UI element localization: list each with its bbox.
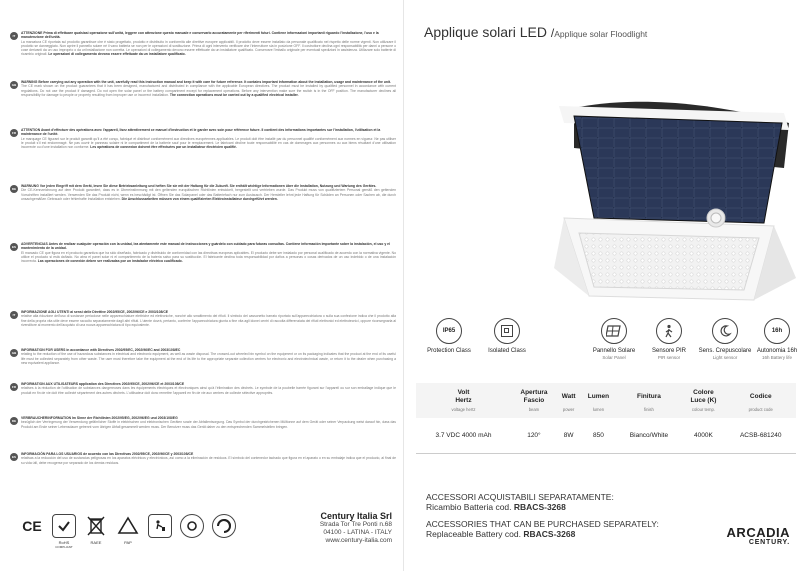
value-colour: 4000K [681,418,725,454]
rohs-label: RoHS [58,540,70,545]
col-code: Codice [749,393,772,400]
col-finish: Finitura [637,393,661,400]
value-volt: 3.7 VDC 4000 mAh [416,418,511,454]
col-lumen: Lumen [587,393,610,400]
accessories-heading: ACCESSORI ACQUISTABILI SEPARATAMENTE: [426,492,614,502]
ip65-icon: IP65 [436,318,462,344]
title-slash: / [550,26,555,40]
recycle-circle-mark [180,514,204,549]
flag-icon: FR [12,385,16,389]
warning-heading: ATTENTION Avant d'effectuer des opérations avec l'appareil, lisez attentivement ce manuel d'instruction et le garder avec soin pour référence future. Il contient des informations importantes sur l'installation, l'utilisation et la maintenance de l'unité. [21,128,381,137]
tidyman-icon [148,514,172,538]
raee-label: RAEE [90,540,102,545]
feature-light-sensor: Sens. Crepuscolare Light sensor [690,318,760,360]
warning-body: La marcatura CE riportata sul prodotto garantisce che è stato progettato, prodotto e distribuito in conformità alle direttive europee applicabili. Il prodotto deve essere installato da personale qualificato nel rispetto delle norme vigenti. Non utilizzare il prodotto se danneggiato. Non aprire il pannello solare né il vano batteria se non per le operazioni di sostituzione. Prima di ogni intervento verificare che l'interruttore sia in posizione OFF. Il costruttore declina ogni responsabilità per danni a persone o cose derivanti da un uso improprio o da un'installazione non corretta. Le operazioni di collegamento devono essere effettuate da un installatore qualificato. Conservare l'imballo originale per eventuali spedizioni in assistenza. Utilizzare solo batterie di ricambio originali. Le operazioni di collegamento devono essere effettuate da un installatore qualificato. [21,39,396,57]
recycle-arrows-icon [180,514,204,538]
warning-es [10,242,396,263]
brand-sub: CENTURY. [748,539,790,546]
value-beam: 120° [511,418,557,454]
flag-icon: FR [12,131,16,135]
feature-pir: Sensore PIR PIR sensor [634,318,704,360]
col-sub: colour temp. [691,407,715,412]
flag-icon: DE [11,187,17,191]
info-body: relating to the reduction of the use of hazardous substances in electrical and electronic equipment, as well as waste disposal. The crossed-out wheeled bin symbol on the equipment or on its packaging indicates that the product at the end of its useful life must be collected separately from other waste. The user must therefore take the equipment at the end of its life to the appropriate separate collection centres for electronic and electrotechnical waste, or return it to the dealer when purchasing a new equivalent appliance. [21,352,396,365]
flag-icon: GB [11,83,17,87]
value-code: ACSB-681240 [725,418,796,454]
spec-table [416,383,796,454]
company-address [320,511,392,545]
right-column [404,0,808,571]
ce-mark [20,514,44,549]
flag-icon: GB [11,351,17,355]
ce-icon: CE [22,518,42,534]
col-watt: Watt [561,393,576,400]
info-body: bezüglich der Verringerung der Verwendung gefährlicher Stoffe in elektrischen und elektronischen Geräten sowie der Abfallentsorgung. Das Symbol der durchgestrichenen Mülltonne auf dem Gerät oder seiner Verpackung weist darauf hin, dass das Produkt am Ende seiner Lebensdauer getrennt vom übrigen Abfall gesammelt werden muss. Der Benutzer muss das Gerät daher zu den entsprechenden Sammelstellen bringen. [21,420,396,429]
warning-heading: ADVERTENCIAS Antes de realizar cualquier operación con la unidad, lea atentamente este manual de instrucciones y guárdelo con cuidado para futuras consultas. Contiene información importante sobre la instalación, el uso y el mantenimiento de la unidad. [21,242,390,251]
accessories-heading: ACCESSORIES THAT CAN BE PURCHASED SEPARATELY: [426,519,659,529]
col-beam: Apertura Fascio [520,389,548,404]
pap-mark [116,514,140,549]
warning-gb [10,80,396,97]
rohs-mark [52,514,76,549]
info-body: relatives à la réduction de l'utilisation de substances dangereuses dans les équipements électriques et électroniques ainsi qu'à l'élimination des déchets. Le symbole de la poubelle barrée figurant sur l'appareil ou sur son emballage indique que le produit en fin de vie doit être collecté séparément des autres déchets. L'utilisateur doit donc remettre l'appareil en fin de vie aux centres de collecte sélective appropriés. [21,386,396,395]
info-body: relativas a la reducción del uso de sustancias peligrosas en los aparatos eléctricos y electrónicos, así como a la eliminación de residuos. El símbolo del contenedor tachado que figura en el aparato o en su embalaje indica que el producto, al final de su vida útil, debe recogerse por separado de los demás residuos. [21,456,396,465]
product-image [534,68,804,318]
green-dot-icon [212,514,236,538]
flag-icon: DE [11,419,17,423]
motion-sensor-icon [656,318,682,344]
company-name: Century Italia Srl [320,511,392,521]
col-colour: Colore Luce (K) [690,389,717,404]
warning-heading: ATTENZIONE Prima di effettuare qualsiasi operazione sull'unità, leggere con attenzione questo manuale e conservarlo accuratamente per riferimenti futuri. Contiene informazioni importanti riguardo l'installazione, l'uso e la manutenzione dell'unità. [21,31,379,40]
value-lumen: 850 [580,418,616,454]
info-it [10,310,396,327]
solar-panel-icon [601,318,627,344]
col-sub: product code [748,407,773,412]
feature-ip65: IP65 Protection Class [414,318,484,355]
info-heading: INFORMATION AUX UTILISATEURS application des Directives 2002/95/CE, 2002/96/CE et 2003/108/CE [21,382,185,386]
warning-body: The CE mark shown on the product guarantees that it has been designed, manufactured and distributed in compliance with the applicable European directives. The product must be installed by qualified personnel in accordance with current regulations. Do not use the product if damaged. Do not open the solar panel or the battery compartment except for replacement operations. Before any intervention make sure the switch is in the OFF position. The manufacturer declines all responsibility for damage to people or property resulting from improper use or incorrect installation. The connection operations must be carried out by a qualified electrical installer. [21,84,396,97]
title-sub: Applique solar Floodlight [554,29,648,39]
trash-person-mark [148,514,172,549]
info-gb [10,348,396,365]
green-dot-mark [212,514,236,549]
accessories-line: Replaceable Battery cod. RBACS-3268 [426,529,576,539]
col-sub: finish [644,407,654,412]
title-main: Applique solari LED [424,24,547,40]
col-sub: beam [528,407,540,412]
accessories-en [426,519,726,539]
isolated-class-icon [494,318,520,344]
moon-sun-icon [712,318,738,344]
flag-icon: IT [10,32,18,40]
info-fr [10,382,396,395]
flag-icon: IT [10,311,18,319]
warning-body: El marcado CE que figura en el producto garantiza que ha sido diseñado, fabricado y distribuido de conformidad con las directivas europeas aplicables. El producto debe ser instalado por personal cualificado de acuerdo con la normativa vigente. No utilice el producto si está dañado. No abra el panel solar ni el compartimento de la batería salvo para su sustitución. El fabricante declina toda responsabilidad por daños a personas o cosas derivados de un uso indebido o de una instalación incorrecta. Las operaciones de conexión deben ser realizadas por un instalador eléctrico cualificado. [21,250,396,264]
info-heading: VERBRAUCHERINFORMATION Im Sinne der Richtlinien 2002/95/EG, 2002/96/EG und 2003/108/EG [21,416,178,420]
brand-logo [727,526,790,546]
company-website[interactable]: www.century-italia.com [325,537,392,544]
feature-icons [414,318,808,370]
warning-body: Le marquage CE figurant sur le produit garantit qu'il a été conçu, fabriqué et distribué conformément aux directives européennes applicables. Le produit doit être installé par du personnel qualifié conformément aux normes en vigueur. Ne pas utiliser le produit s'il est endommagé. Ne pas ouvrir le panneau solaire ni le compartiment de la batterie sauf pour le remplacement. Le fabricant décline toute responsabilité en cas de dommages aux personnes ou aux biens résultant d'une utilisation incorrecte ou d'une installation non conforme. Les opérations de connexion doivent être effectuées par un installateur électricien qualifié. [21,136,396,150]
certification-marks [20,514,236,549]
warning-heading: WARNUNG Vor jeden Eingriff mit dem Gerät, lesen Sie diese Betriebsanleitung und heften Sie sie mit der Haltung für die Zukunft. Sie enthält wichtige Informationen über die Installation, Nutzung und Wartung des Gerätes. [21,184,377,188]
info-heading: INFORMATION FOR USERS in accordance with Directives 2002/95/EC, 2002/96/EC and 2003/108/EC [21,348,181,352]
battery-clock-icon: 16h [764,318,790,344]
feature-autonomy: 16h Autonomia 16h 16h Battery life [742,318,808,360]
warning-body: Die CE-Kennzeichnung auf dem Produkt garantiert, dass es in Übereinstimmung mit den geltenden europäischen Richtlinien entwickelt, hergestellt und vertrieben wurde. Das Produkt muss von qualifiziertem Personal gemäß den geltenden Vorschriften installiert werden. Verwenden Sie das Produkt nicht, wenn es beschädigt ist. Öffnen Sie das Solarpanel oder das Batteriefach nur zum Austausch. Der Hersteller lehnt jede Haftung für Schäden an Personen oder Sachen ab, die durch unsachgemäßen Gebrauch oder fehlerhafte Installation entstehen. Die Anschlussarbeiten müssen von einem qualifizierten Elektroinstallateur durchgeführt werden. [21,188,396,201]
warning-heading: WARNING Before carrying out any operation with the unit, carefully read this instruction manual and keep it with care for future reference. It contains important information about the installation, usage and maintenance of the unit. [21,80,392,84]
accessories-line: Ricambio Batteria cod. RBACS-3268 [426,502,566,512]
recycle-icon [116,514,140,538]
info-heading: INFORMACIÓN PARA LOS USUARIOS de acuerdo con las Directivas 2002/95/CE, 2002/96/CE y 2003/108/CE [21,452,194,456]
info-de [10,416,396,429]
col-volt: Volt Hertz [455,389,472,404]
info-heading: INFORMAZIONE AGLI UTENTI ai sensi delle Direttive 2002/95/CE, 2002/96/CE e 2003/108/CE [21,310,169,314]
weee-mark [84,514,108,549]
value-watt: 8W [557,418,580,454]
brand-name: ARCADIA [726,525,790,540]
flag-icon: ES [11,245,16,249]
warning-fr [10,128,396,149]
flag-icon: ES [11,455,16,459]
rohs-sublabel: COMPLIANT [55,545,73,549]
rohs-icon [52,514,76,538]
check-icon [57,519,71,533]
info-body: relative alla riduzione dell'uso di sostanze pericolose nelle apparecchiature elettriche ed elettroniche, nonché allo smaltimento dei rifiuti. Il simbolo del cassonetto barrato riportato sull'apparecchiatura o sulla sua confezione indica che il prodotto alla fine della propria vita utile deve essere raccolto separatamente dagli altri rifiuti. L'utente dovrà, pertanto, conferire l'apparecchiatura giunta a fine vita agli idonei centri di raccolta differenziata dei rifiuti elettronici ed elettrotecnici, oppure riconsegnarla al rivenditore al momento dell'acquisto di una nuova apparecchiatura di tipo equivalente. [21,314,396,327]
col-sub: voltage hertz [451,407,476,412]
value-finish: Bianco/White [616,418,681,454]
company-street: Strada Tor Tre Ponti n.68 [319,521,392,528]
feature-isolated: Isolated Class [472,318,542,355]
info-es [10,452,396,465]
col-sub: power [562,407,575,412]
warning-de [10,184,396,201]
feature-solar: Pannello Solare Solar Panel [579,318,649,360]
crossed-bin-icon [84,514,108,538]
table-row [416,418,796,454]
company-city: 04100 - LATINA - ITALY [323,529,392,536]
product-title [424,24,647,40]
warning-it [10,31,396,57]
accessories-it [426,492,726,512]
col-sub: lumen [592,407,605,412]
pap-label: PAP [124,540,132,545]
